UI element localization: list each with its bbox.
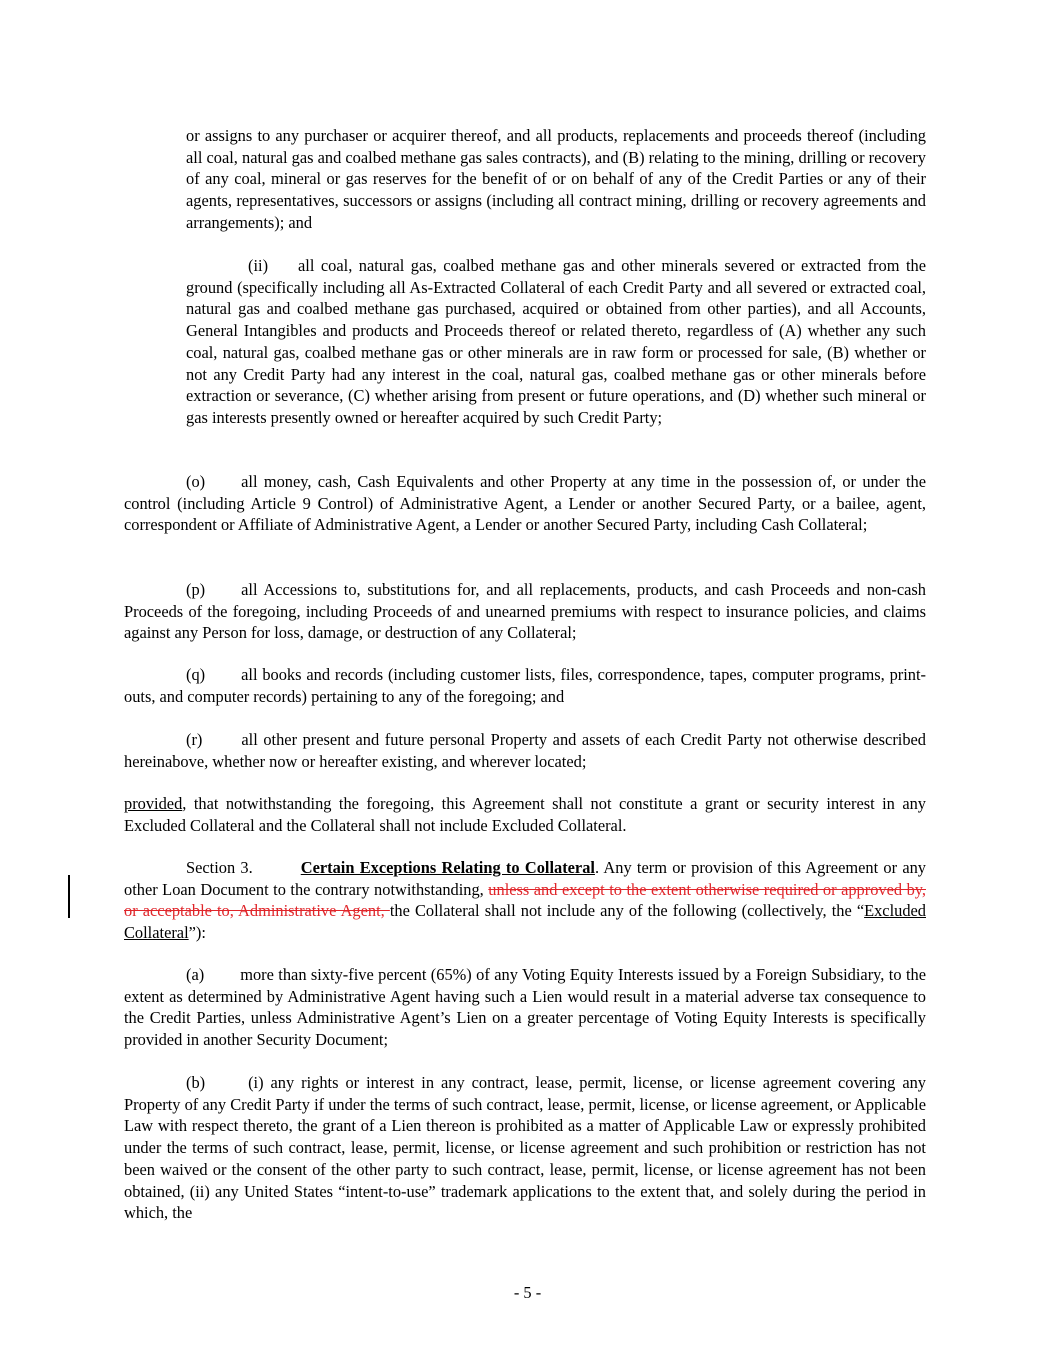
item-label-p: (p) (186, 580, 206, 599)
section-3-paragraph: Section 3. Certain Exceptions Relating to Collateral. Any term or provision of this Agreement or any other Loan Document to the contrary notwithstanding, unless and except to the extent otherwise required or approved by, or acceptable to, Administrative Agent, the Collateral shall not include any of the following (collectively, the “Excluded Collateral”): (124, 858, 926, 943)
section-3-title: Certain Exceptions Relating to Collateral (300, 858, 595, 877)
change-bar (68, 875, 70, 918)
paragraph-provided: provided, that notwithstanding the foregoing, this Agreement shall not constitute a grant or security interest in any Excluded Collateral and the Collateral shall not include Excluded Collateral. (124, 794, 926, 835)
paragraph-q: (q) all books and records (including customer lists, files, correspondence, tapes, computer programs, print-outs, and computer records) pertaining to any of the foregoing; and (124, 665, 926, 706)
paragraph-ii: (ii) all coal, natural gas, coalbed methane gas and other minerals severed or extracted from the ground (specifically including all As-Extracted Collateral of each Credit Party and all severed or extracted coal, natural gas and coalbed methane gas purchased, acquired or obtained from other parties), and all Accounts, General Intangibles and products and Proceeds thereof or related thereto, regardless of (A) whether any such coal, natural gas, coalbed methane gas or other minerals are in raw form or processed for sale, (B) whether or not any Credit Party had any interest in the coal, natural gas, coalbed methane gas or other minerals before extraction or severance, (C) whether arising from present or future operations, and (D) whether such mineral or gas interests presently owned or hereafter acquired by such Credit Party; (186, 256, 926, 427)
item-label-b: (b) (186, 1073, 206, 1092)
paragraph-a: (a) more than sixty-five percent (65%) of any Voting Equity Interests issued by a Foreign Subsidiary, to the extent as determined by Administrative Agent having such a Lien would result in a material adverse tax consequence to the Credit Parties, unless Administrative Agent’s Lien on a greater percentage of Voting Equity Interests is specifically provided in another Security Document; (124, 965, 926, 1050)
paragraph-r: (r) all other present and future personal Property and assets of each Credit Party not otherwise described hereinabove, whether now or hereafter existing, and wherever located; (124, 730, 926, 771)
paragraph-continuation: or assigns to any purchaser or acquirer thereof, and all products, replacements and proceeds thereof (including all coal, natural gas and coalbed methane gas sales contracts), and (B) relating to the mining, drilling or recovery of any coal, mineral or gas reserves for the benefit of or on behalf of any of the Credit Parties or any of their agents, representatives, successors or assigns (including all contract mining, drilling or recovery agreements and arrangements); and (186, 126, 926, 232)
defined-term-excluded-collateral: Excluded Collateral (124, 901, 926, 943)
page-number: - 5 - (513, 1283, 542, 1302)
item-label-ii: (ii) (248, 256, 269, 275)
provided-term: provided (124, 794, 183, 813)
deleted-text: unless and except to the extent otherwise required or approved by, or acceptable to, Administrative Agent, (124, 879, 926, 921)
section-3-label: Section 3. (186, 858, 253, 877)
paragraph-o: (o) all money, cash, Cash Equivalents and other Property at any time in the possession of, or under the control (including Article 9 Control) of Administrative Agent, a Lender or another Secured Party, or a bailee, agent, correspondent or Affiliate of Administrative Agent, a Lender or another Secured Party, including Cash Collateral; (124, 472, 926, 535)
item-label-q: (q) (186, 665, 206, 684)
paragraph-p: (p) all Accessions to, substitutions for, and all replacements, products, and cash Proceeds and non-cash Proceeds of the foregoing, including Proceeds of and unearned premiums with respect to insurance policies, and claims against any Person for loss, damage, or destruction of any Collateral; (124, 580, 926, 643)
item-label-o: (o) (186, 472, 206, 491)
item-label-a: (a) (186, 965, 205, 984)
item-label-r: (r) (186, 730, 203, 749)
paragraph-b: (b) (i) any rights or interest in any contract, lease, permit, license, or license agreement covering any Property of any Credit Party if under the terms of such contract, lease, permit, license, or license agreement, or Applicable Law with respect thereto, the grant of a Lien thereon is prohibited as a matter of Applicable Law or expressly prohibited under the terms of such contract, lease, permit, license, or license agreement and such prohibition or restriction has not been waived or the consent of the other party to such contract, lease, permit, license, or license agreement has not been obtained, (ii) any United States “intent-to-use” trademark applications to the extent that, and solely during the period in which, the (124, 1073, 926, 1223)
